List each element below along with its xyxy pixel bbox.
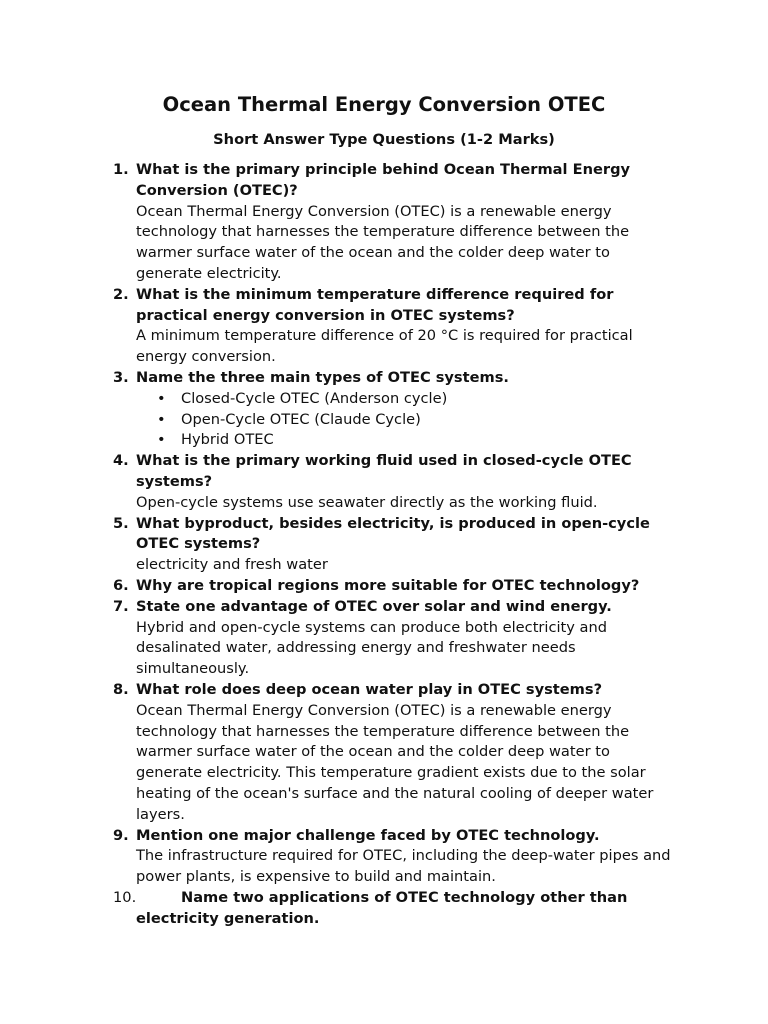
question-item-2 bbox=[0, 285, 768, 368]
question-item-4 bbox=[0, 451, 768, 513]
question-text: What is the primary principle behind Ocean Thermal Energy Conversion (OTEC)? bbox=[136, 161, 631, 199]
question-item-5 bbox=[0, 514, 768, 576]
question-item-9 bbox=[0, 826, 768, 888]
question-number: 2. bbox=[113, 285, 129, 303]
question-list bbox=[0, 160, 768, 929]
bullet-dot-icon: • bbox=[157, 389, 166, 407]
question-number: 6. bbox=[113, 576, 129, 594]
answer-text: Open-cycle systems use seawater directly as the working fluid. bbox=[136, 493, 598, 511]
bullet-dot-icon: • bbox=[157, 410, 166, 428]
question-item-8 bbox=[0, 680, 768, 826]
question-item-6 bbox=[0, 576, 768, 597]
bullet-list bbox=[136, 389, 676, 451]
question-number: 10. bbox=[113, 888, 137, 906]
answer-text: The infrastructure required for OTEC, including the deep-water pipes and power plants, is expensive to build and maintain. bbox=[136, 847, 671, 886]
question-number: 9. bbox=[113, 826, 129, 844]
bullet-item bbox=[136, 410, 676, 431]
question-text: What is the primary working fluid used in closed-cycle OTEC systems? bbox=[136, 452, 632, 490]
answer-text: Ocean Thermal Energy Conversion (OTEC) is a renewable energy technology that harnesses the temperature difference between the warmer surface water of the ocean and the colder deep water to generate electricity. This temperature gradient exists due to the solar heating of the ocean's surface and the natural cooling of deeper water layers. bbox=[136, 701, 654, 823]
answer-text: electricity and fresh water bbox=[136, 556, 328, 574]
bullet-dot-icon: • bbox=[157, 431, 166, 449]
answer-text: Ocean Thermal Energy Conversion (OTEC) is a renewable energy technology that harnesses the temperature difference between the warmer surface water of the ocean and the colder deep water to generate electricity. bbox=[136, 202, 630, 282]
bullet-text: Open-Cycle OTEC (Claude Cycle) bbox=[181, 410, 421, 428]
question-text: What is the minimum temperature difference required for practical energy conversion in OTEC systems? bbox=[136, 285, 614, 324]
question-number: 7. bbox=[113, 597, 129, 615]
document-subtitle: Short Answer Type Questions (1-2 Marks) bbox=[213, 131, 555, 148]
answer-text: A minimum temperature difference of 20 °C is required for practical energy conversion. bbox=[136, 327, 633, 366]
question-number: 8. bbox=[113, 680, 129, 698]
answer-text: Hybrid and open-cycle systems can produce both electricity and desalinated water, addressing energy and freshwater needs simultaneously. bbox=[136, 618, 607, 678]
question-text: Name the three main types of OTEC systems. bbox=[136, 368, 509, 386]
question-item-1 bbox=[0, 160, 768, 285]
question-text: Name two applications of OTEC technology other than electricity generation. bbox=[136, 888, 628, 927]
question-number: 1. bbox=[113, 161, 129, 178]
question-text: What byproduct, besides electricity, is produced in open-cycle OTEC systems? bbox=[136, 514, 650, 553]
question-text: Mention one major challenge faced by OTEC technology. bbox=[136, 826, 600, 844]
bullet-text: Closed-Cycle OTEC (Anderson cycle) bbox=[181, 389, 448, 407]
question-number: 3. bbox=[113, 368, 129, 386]
question-number: 4. bbox=[113, 452, 129, 470]
document-title: Ocean Thermal Energy Conversion OTEC bbox=[162, 93, 606, 116]
bullet-item bbox=[136, 430, 676, 451]
question-item-7 bbox=[0, 597, 768, 680]
question-text: Why are tropical regions more suitable for OTEC technology? bbox=[136, 576, 640, 594]
question-number: 5. bbox=[113, 514, 129, 532]
question-text: State one advantage of OTEC over solar and wind energy. bbox=[136, 597, 612, 615]
question-text: What role does deep ocean water play in OTEC systems? bbox=[136, 680, 603, 698]
bullet-text: Hybrid OTEC bbox=[181, 431, 274, 449]
question-item-3 bbox=[0, 368, 768, 451]
question-item-10 bbox=[0, 888, 768, 930]
bullet-item bbox=[136, 389, 676, 410]
